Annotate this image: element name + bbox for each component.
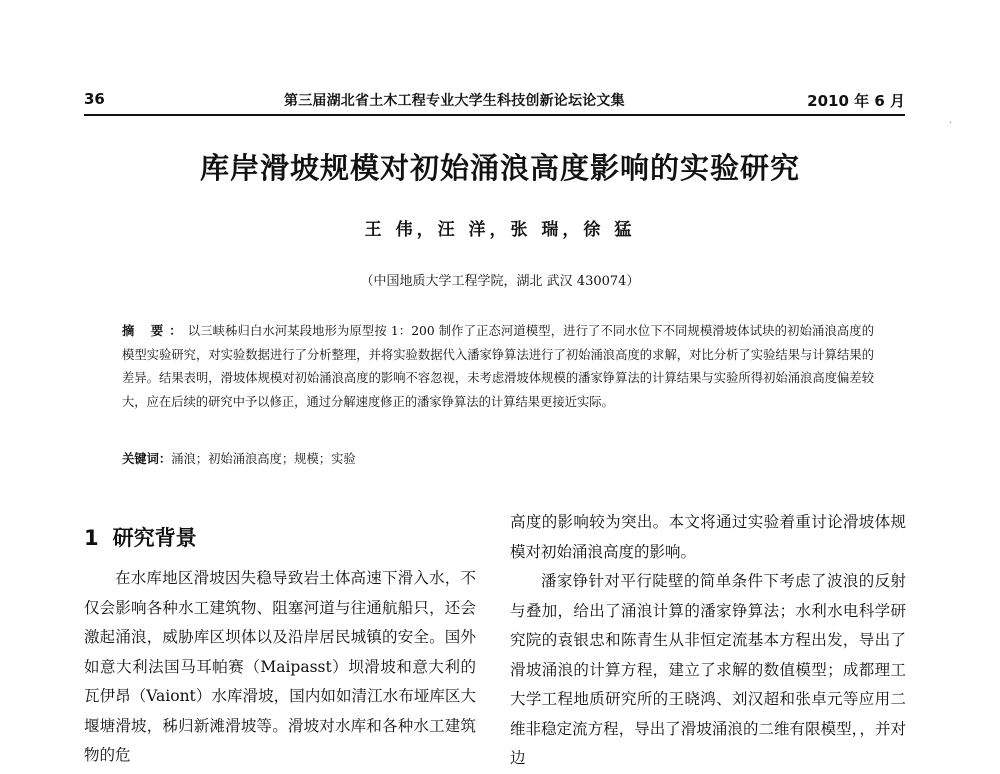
paper-title: 库岸滑坡规模对初始涌浪高度影响的实验研究 bbox=[199, 151, 800, 185]
author-list: 王 伟，汪 洋，张 瑞，徐 猛 bbox=[364, 220, 636, 240]
publication-date: 2010 年 6 月 bbox=[807, 92, 905, 110]
abstract-label: 摘 要： bbox=[122, 324, 188, 338]
body-paragraph: 在水库地区滑坡因失稳导致岩土体高速下滑入水，不仅会影响各种水工建筑物、阻塞河道与往通航船只，还会激起涌浪，威胁库区坝体以及沿岸居民城镇的安全。国外如意大利法国马耳帕赛（Maipasst）坝滑坡和意大利的瓦伊昂（Vaiont）水库滑坡，国内如如清江水布垭库区大堰塘滑坡，秭归新滩滑坡等。滑坡对水库和各种水工建筑物的危 bbox=[84, 569, 476, 764]
section-number: 1 bbox=[84, 526, 99, 550]
abstract bbox=[122, 320, 874, 414]
right-column bbox=[510, 508, 906, 774]
abstract-text: 以三峡秭归白水河某段地形为原型按 1：200 制作了正态河道模型，进行了不同水位下不同规模滑坡体试块的初始涌浪高度的模型实验研究，对实验数据进行了分析整理，并将实验数据代入潘家铮算法进行了初始涌浪高度的求解，对比分析了实验结果与计算结果的差异。结果表明，滑坡体规模对初始涌浪高度的影响不容忽视，未考虑滑坡体规模的潘家铮算法的计算结果与实验所得初始涌浪高度偏差较大，应在后续的研究中予以修正，通过分解速度修正的潘家铮算法的计算结果更接近实际。 bbox=[122, 324, 874, 409]
continued-paragraph: 高度的影响较为突出。本文将通过实验着重讨论滑坡体规模对初始涌浪高度的影响。 bbox=[510, 513, 906, 561]
keywords bbox=[122, 449, 874, 467]
body-paragraph: 潘家铮针对平行陡壁的简单条件下考虑了波浪的反射与叠加，给出了涌浪计算的潘家铮算法；水利水电科学研究院的袁银忠和陈青生从非恒定流基本方程出发，导出了滑坡涌浪的计算方程，建立了求解的数值模型；成都理工大学工程地质研究所的王晓鸿、刘汉超和张卓元等应用二维非稳定流方程，导出了滑坡涌浪的二维有限模型，，并对边 bbox=[510, 572, 906, 767]
keywords-label: 关键词： bbox=[122, 452, 172, 466]
scan-mark: · bbox=[948, 118, 952, 129]
left-column bbox=[84, 520, 476, 771]
section-heading bbox=[84, 520, 476, 564]
affiliation: （中国地质大学工程学院，湖北 武汉 430074） bbox=[360, 274, 640, 289]
section-title: 研究背景 bbox=[112, 526, 197, 550]
keywords-text: 涌浪；初始涌浪高度；规模；实验 bbox=[171, 452, 356, 466]
page-number: 36 bbox=[84, 90, 105, 108]
proceedings-title: 第三届湖北省土木工程专业大学生科技创新论坛论文集 bbox=[284, 93, 625, 109]
running-header bbox=[84, 88, 905, 116]
